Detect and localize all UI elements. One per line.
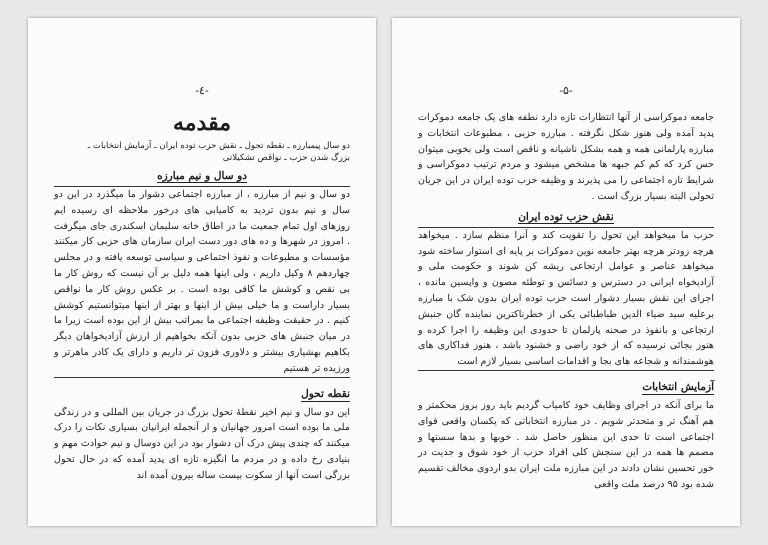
section-heading: آزمایش انتخابات <box>642 380 714 393</box>
right-page-content <box>418 110 714 496</box>
chapter-contents <box>54 140 350 164</box>
paragraph: دو سال و نیم از مبارزه ، از مبارزه اجتماعی دشوار ما میگذرد در این دو سال و نیم بدون تردید به کامیابی های درخور ملاحظه ای رسیده ایم روزهای اول تمام جمعیت ما در اطاق خانه سلیمان اسکندری جای میگرفت . امروز در شهرها و ده های دور دست ایران سازمان های حزبی کار میکنند مؤسسات و مطبوعات و نفوذ اجتماعی و سیاسی توسعه یافته و در مجلس چهاردهم ۸ وکیل داریم ، ولی اینها همه دلیل بر آن نیست که روش کار ما بی نقص و کوشش ما کافی بوده است . بر عکس روش کار ما نواقص بسیار داراست و ما خیلی بیش از اینها و بهتر از اینها میتوانستیم کوشش کنیم . در حقیقت وظیفه اجتماعی ما بمراتب بیش از این بوده است زیرا ما در میان جنبش های حزبی بدون آنکه بخواهیم از ارزش آزادیخواهان دیگر بکاهیم بهشیاری بیشتر و دلاوری فزون تر داریم و دارای یک کادر ماهرتر و ورزیده تر هستیم <box>54 186 350 378</box>
left-page <box>28 18 376 526</box>
left-page-content <box>54 110 350 496</box>
section-body <box>54 186 350 378</box>
section-heading-text: دو سال و نیم مبارزه <box>157 170 247 182</box>
right-page <box>392 18 740 526</box>
paragraph: جامعه دموکراسی از آنها انتظارات تازه دارد نطفه های یک جامعه دموکرات پدید آمده ولی هنوز شکل نگرفته . مبارزه حزبی ، مطبوعات انتخابات و مبارزه پارلمانی همه و همه بشکل ناشیانه و ناقص است ولی بخوبی میتوان حس کرد که کم کم جبهه ها مشخص میشود و مردم ترتیب دموکراسی و شرایط تازه اجتماعی را می پذیرند و وظیفه حزب توده ایران در این جریان تحولی البته بسیار بزرگ است . <box>418 112 714 202</box>
chapter-title: مقدمه <box>172 110 232 136</box>
paragraph: ما برای آنکه در اجرای وظایف خود کامیاب گردیم باید روز بروز محکمتر و هم آهنگ تر و متحدتر شویم . در مبارزه انتخاباتی که یکسان واقعی قوای اجتماعی است تا حدی این منظور حاصل شد . خوبها و بدها سستها و مصمم ها همه در این سنجش کلی افراد حزب از خود شوق و جدیت در خور تحسین نشان دادند در این مبارزه ملت ایران بدو اردوی مخالف تقسیم شده بود ۹۵ درصد ملت واقعی <box>418 399 714 490</box>
page-number: -۵- <box>559 84 573 97</box>
section-heading <box>54 170 350 183</box>
section-heading <box>418 211 714 224</box>
paragraph: حزب ما میخواهد این تحول را تقویت کند و آنرا منظم سازد . میخواهد هرچه زودتر هرچه بهتر جامعه نوین دموکرات بر پایه ای استوار ساخته شود میخواهد عناصر و عوامل ارتجاعی ریشه کن شوند و حکومت ملی و آزادیخواه ایرانی در دسترس و دسائس و توطئه مصون و واپسین مانده ، اجرای این نقش بسیار دشوار است حزب توده ایران بدون شک با مبارزه برعلیه سید ضیاء الدین طباطبائی یکی از خطرناکترین نماینده گان جنبش ارتجاعی و بانفوذ در صحنه پارلمان تا حدودی این وظیفه را اجرا کرده و هنوز بجائی نرسیده که از خود راضی و خشنود باشد ، هنوز فداکاری های هوشمندانه و شجاعه های بجا و اقدامات اساسی بسیار لازم است <box>418 227 714 371</box>
contents-line: بزرگ شدن حزب ـ نواقص تشکیلاتی <box>222 153 350 163</box>
contents-line: دو سال پیمبارزه ـ نقطه تحول ـ نقش حزب توده ایران ـ آزمایش انتخابات ـ <box>87 141 350 151</box>
section-body <box>418 227 714 371</box>
page-number: -٤- <box>195 84 209 97</box>
section-heading-text: نقش حزب توده ایران <box>518 210 614 223</box>
section-heading: نقطه تحول <box>301 387 350 400</box>
paragraph: این دو سال و نیم اخیر نقطهٔ تحول بزرگ در جریان بین المللی و در زندگی ملی ما بوده است امروز جهانیان و از آنجمله ایرانیان بسیاری نکات را درک میکنند که چندی پیش درک آن دشوار بود در این دوسال و نیم حوادث مهم و بنیادی رخ داده و در مردم ما انگیزه تازه ای پدید آمده که در حال تحول بزرگی است آنها از سکوت بیست ساله بیرون آمده اند <box>54 406 350 481</box>
